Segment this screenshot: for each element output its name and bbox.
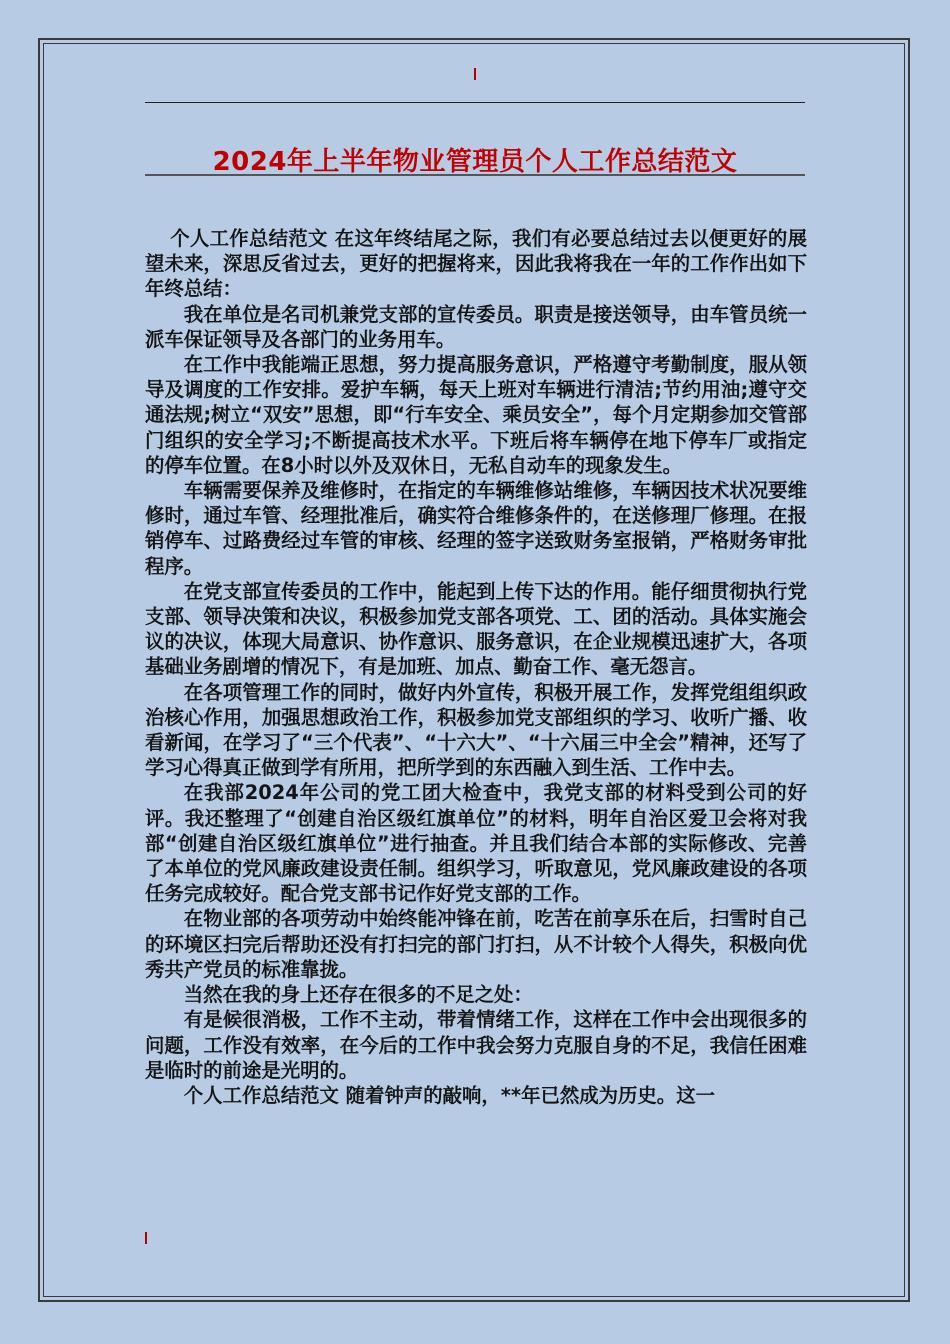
document-title: 2024年上半年物业管理员个人工作总结范文 xyxy=(212,147,738,178)
title-top-rule xyxy=(145,102,805,103)
header-marker xyxy=(474,68,476,80)
paragraph-improvement: 有是候很消极，工作不主动，带着情绪工作，这样在工作中会出现很多的问题，工作没有效率，在今后的工作中我会努力克服自身的不足，我信任困难是临时的前途是光明的。 xyxy=(145,1008,807,1082)
paragraph-intro: 个人工作总结范文 在这年终结尾之际，我们有必要总结过去以便更好的展望未来，深思反省过去，更好的把握将来，因此我将我在一年的工作作出如下年终总结： xyxy=(145,227,807,301)
paragraph-closing: 个人工作总结范文 随着钟声的敲响，**年已然成为历史。这一 xyxy=(183,1083,715,1107)
paragraph-vehicle-maintenance: 车辆需要保养及维修时，在指定的车辆维修站维修，车辆因技术状况要维修时，通过车管、经理批准后，确实符合维修条件的，在送修理厂修理。在报销停车、过路费经过车管的审核、经理的签字送致财务室报销，严格财务审批程序。 xyxy=(145,479,807,578)
document-body xyxy=(145,226,807,1108)
paragraph-party-propaganda: 在党支部宣传委员的工作中，能起到上传下达的作用。能仔细贯彻执行党支部、领导决策和决议，积极参加党支部各项党、工、团的活动。具体实施会议的决议，体现大局意识、协作意识、服务意识，在企业规模迅速扩大，各项基础业务剧增的情况下，有是加班、加点、勤奋工作、毫无怨言。 xyxy=(145,579,807,679)
paragraph-shortcomings: 当然在我的身上还存在很多的不足之处： xyxy=(183,983,533,1007)
paragraph-management-work: 在各项管理工作的同时，做好内外宣传，积极开展工作，发挥党组组织政治核心作用，加强思想政治工作，积极参加党支部组织的学习、收听广播、收看新闻，在学习了“三个代表”、“十六大”、“十六届三中全会”精神，还写了学习心得真正做到学有所用，把所学到的东西融入到生活、工作中去。 xyxy=(145,680,807,780)
footer-marker xyxy=(145,1232,147,1244)
title-bottom-rule xyxy=(145,174,805,176)
paragraph-work-attitude: 在工作中我能端正思想，努力提高服务意识，严格遵守考勤制度，服从领导及调度的工作安排。爱护车辆，每天上班对车辆进行清洁;节约用油;遵守交通法规;树立“双安”思想，即“行车安全、乘员安全”，每个月定期参加交管部门组织的安全学习;不断提高技术水平。下班后将车辆停在地下停车厂或指定的停车位置。在8小时以外及双休日，无私自动车的现象发生。 xyxy=(145,353,807,477)
paragraph-inspection: 在我部2024年公司的党工团大检查中，我党支部的材料受到公司的好评。我还整理了“创建自治区级红旗单位”的材料，明年自治区爱卫会将对我部“创建自治区级红旗单位”进行抽查。并且我们结合本部的实际修改、完善了本单位的党风廉政建设责任制。组织学习，听取意见，党风廉政建设的各项任务完成较好。配合党支部书记作好党支部的工作。 xyxy=(145,781,807,906)
paragraph-role: 我在单位是名司机兼党支部的宣传委员。职责是接送领导，由车管员统一派车保证领导及各部门的业务用车。 xyxy=(145,302,807,351)
paragraph-labor: 在物业部的各项劳动中始终能冲锋在前，吃苦在前享乐在后，扫雪时自己的环境区扫完后帮助还没有打扫完的部门打扫，从不计较个人得失，积极向优秀共产党员的标准靠拢。 xyxy=(145,907,807,981)
